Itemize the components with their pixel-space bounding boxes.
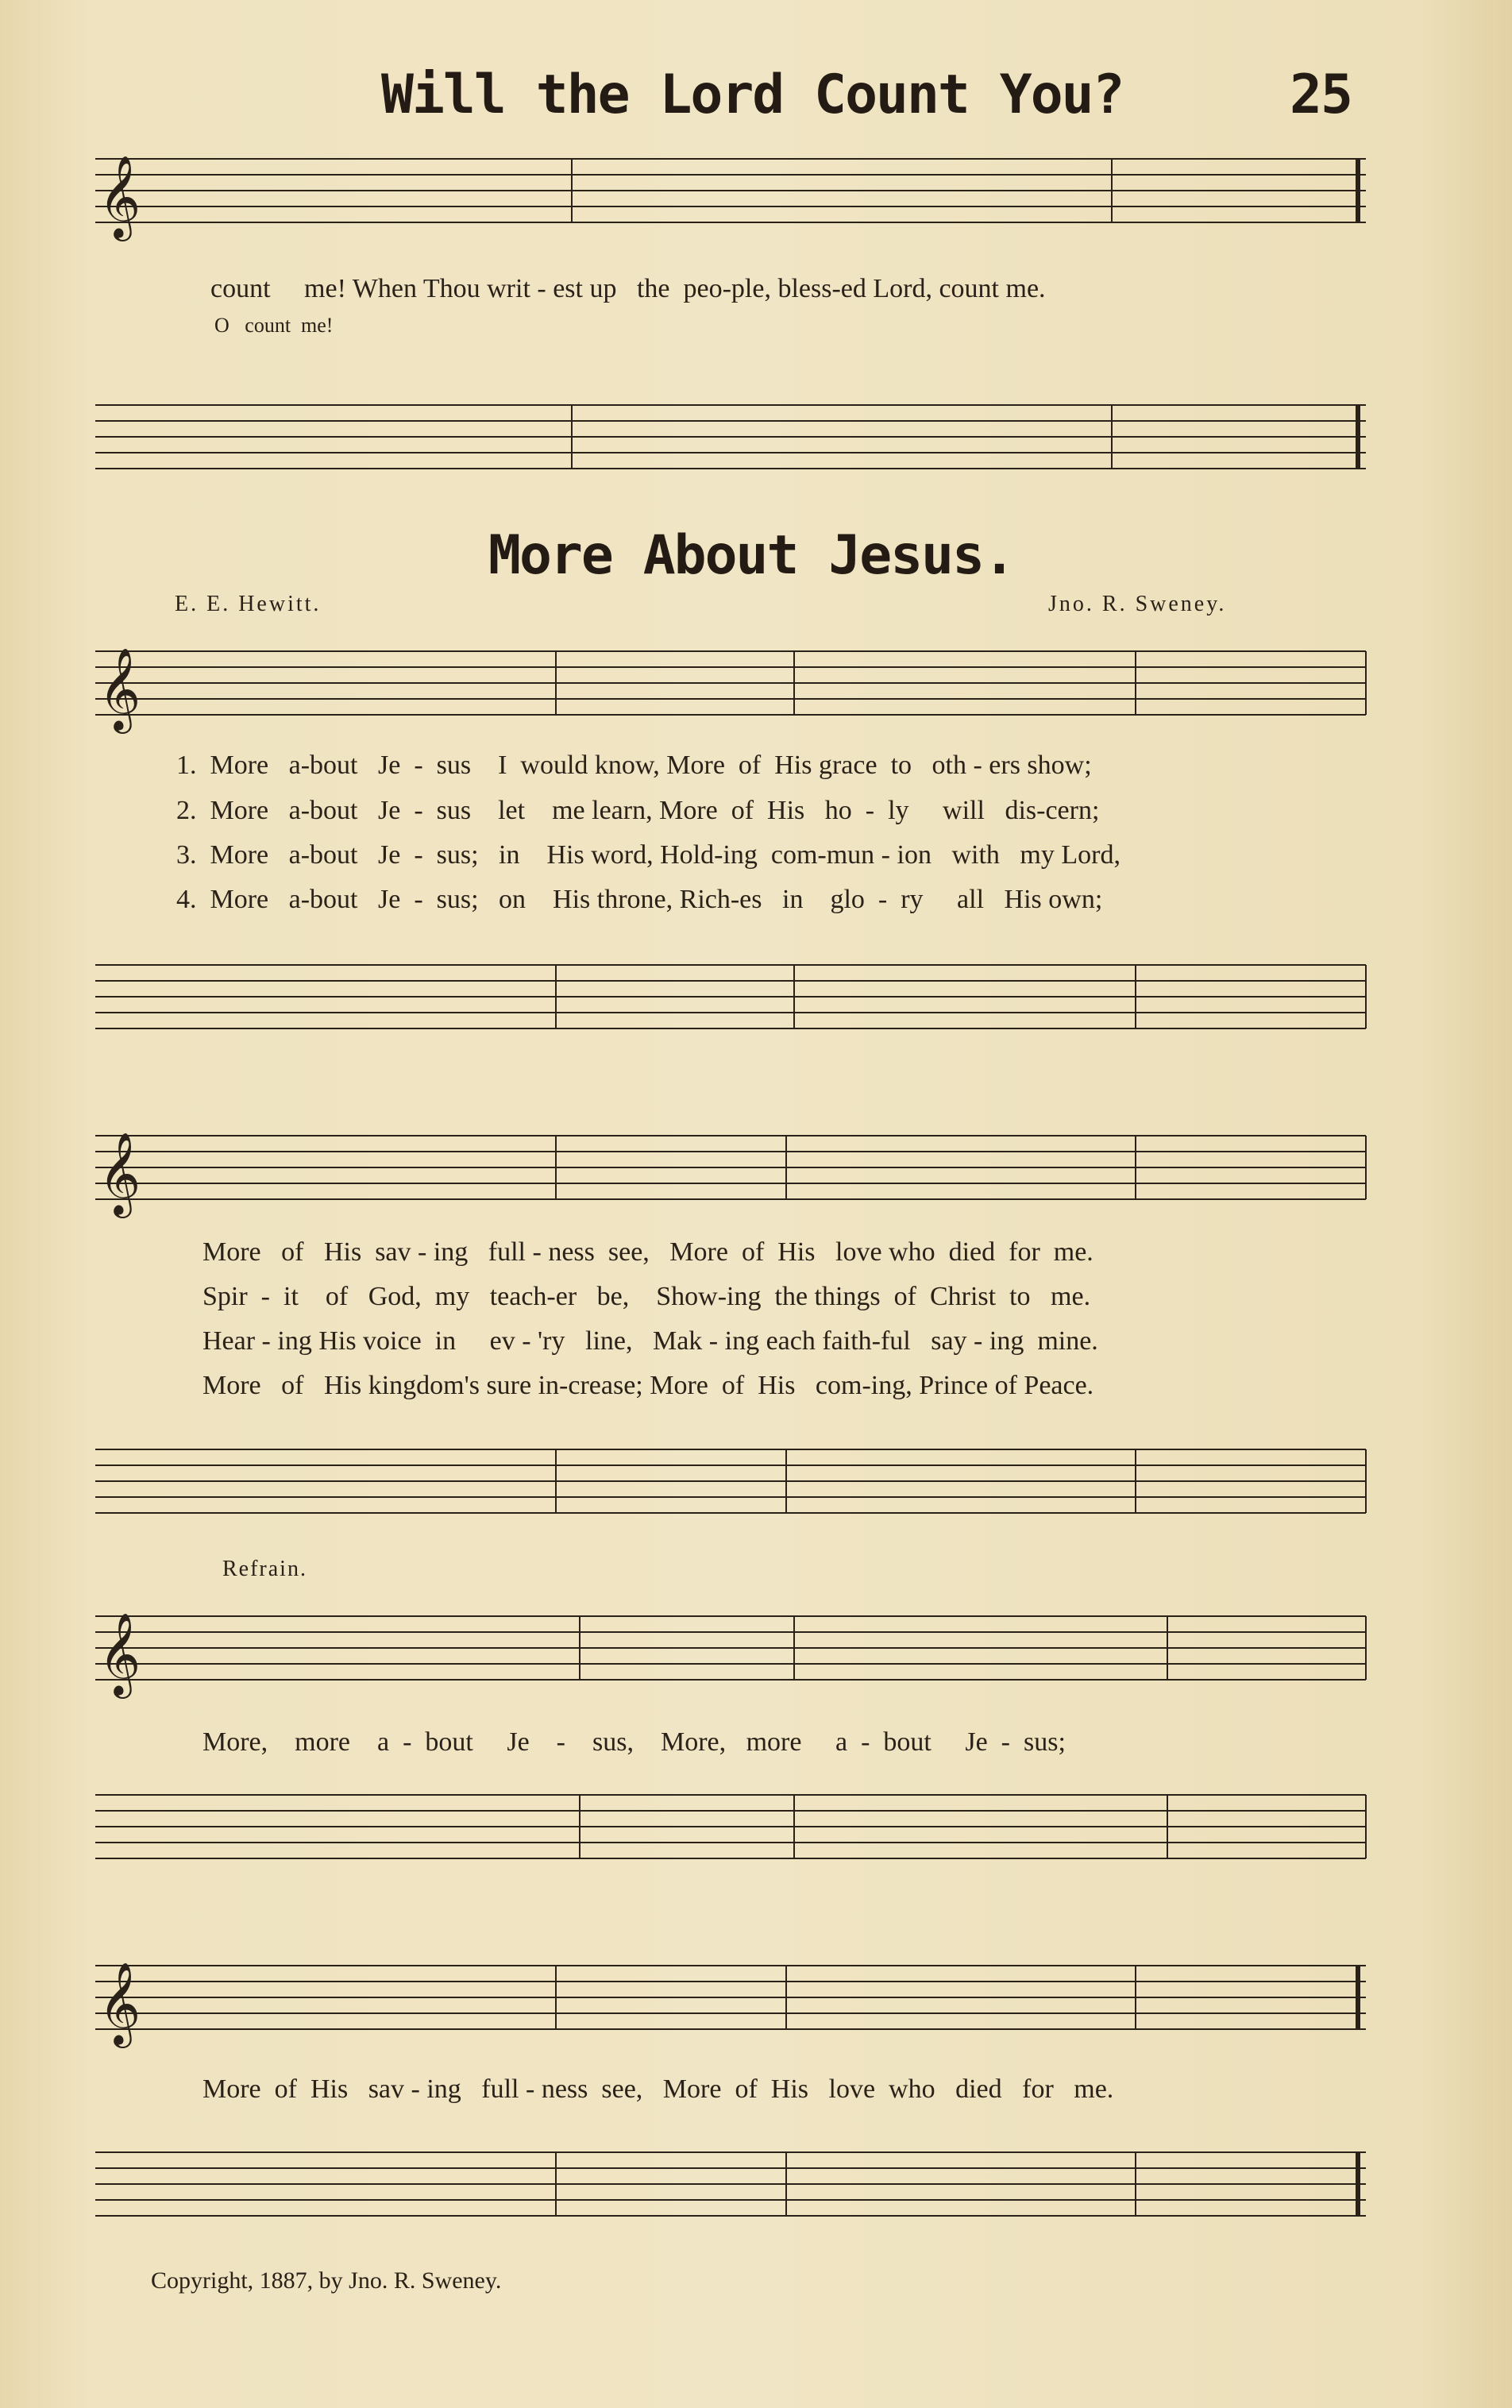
prev-hymn-sub-lyric: O count me! [214, 314, 334, 337]
verse-3-line-b: Hear - ing His voice in ev - 'ry line, Mak - ing each faith-ful say - ing mine. [202, 1326, 1098, 1356]
verse-2-line-a: 2. More a-bout Je - sus let me learn, More of His ho - ly will dis-cern; [176, 796, 1100, 825]
page-number: 25 [1290, 64, 1352, 126]
svg-text:𝄞: 𝄞 [98, 1962, 141, 2045]
refrain-line-2: More of His sav - ing full - ness see, More of His love who died for me. [202, 2074, 1114, 2104]
verse-4-line-b: More of His kingdom's sure in-crease; More of His com-ing, Prince of Peace. [202, 1371, 1094, 1400]
prev-hymn-title: Will the Lord Count You? [381, 64, 1124, 126]
hymn-composer: Jno. R. Sweney. [1048, 592, 1227, 616]
staff-treble-3 [79, 1120, 1382, 1239]
refrain-label: Refrain. [222, 1557, 307, 1581]
staff-treble-5 [79, 1950, 1382, 2069]
staff-treble-1 [79, 143, 1382, 262]
verse-1-line-a: 1. More a-bout Je - sus I would know, More of His grace to oth - ers show; [176, 751, 1092, 780]
verse-4-line-a: 4. More a-bout Je - sus; on His throne, Rich-es in glo - ry all His own; [176, 885, 1103, 914]
prev-hymn-lyric: count me! When Thou writ - est up the peo-ple, bless-ed Lord, count me. [210, 274, 1046, 303]
staff-bass-4 [79, 1779, 1382, 1874]
svg-text:𝄞: 𝄞 [98, 1132, 141, 1215]
verse-1-line-b: More of His sav - ing full - ness see, More of His love who died for me. [202, 1237, 1094, 1267]
verse-3-line-a: 3. More a-bout Je - sus; in His word, Hold-ing com-mun - ion with my Lord, [176, 840, 1120, 870]
staff-bass-5 [79, 2136, 1382, 2232]
hymn-title: More About Jesus. [488, 524, 1014, 587]
staff-bass-1 [79, 389, 1382, 484]
svg-text:𝄞: 𝄞 [98, 1612, 141, 1696]
hymn-author: E. E. Hewitt. [175, 592, 322, 616]
svg-text:𝄞: 𝄞 [98, 155, 141, 238]
staff-bass-3 [79, 1434, 1382, 1529]
staff-treble-4 [79, 1600, 1382, 1719]
refrain-line-1: More, more a - bout Je - sus, More, more a - bout Je - sus; [202, 1727, 1066, 1757]
verse-2-line-b: Spir - it of God, my teach-er be, Show-ing the things of Christ to me. [202, 1282, 1091, 1311]
staff-treble-2 [79, 635, 1382, 754]
copyright-notice: Copyright, 1887, by Jno. R. Sweney. [151, 2267, 502, 2294]
svg-text:𝄞: 𝄞 [98, 647, 141, 731]
staff-bass-2 [79, 949, 1382, 1044]
